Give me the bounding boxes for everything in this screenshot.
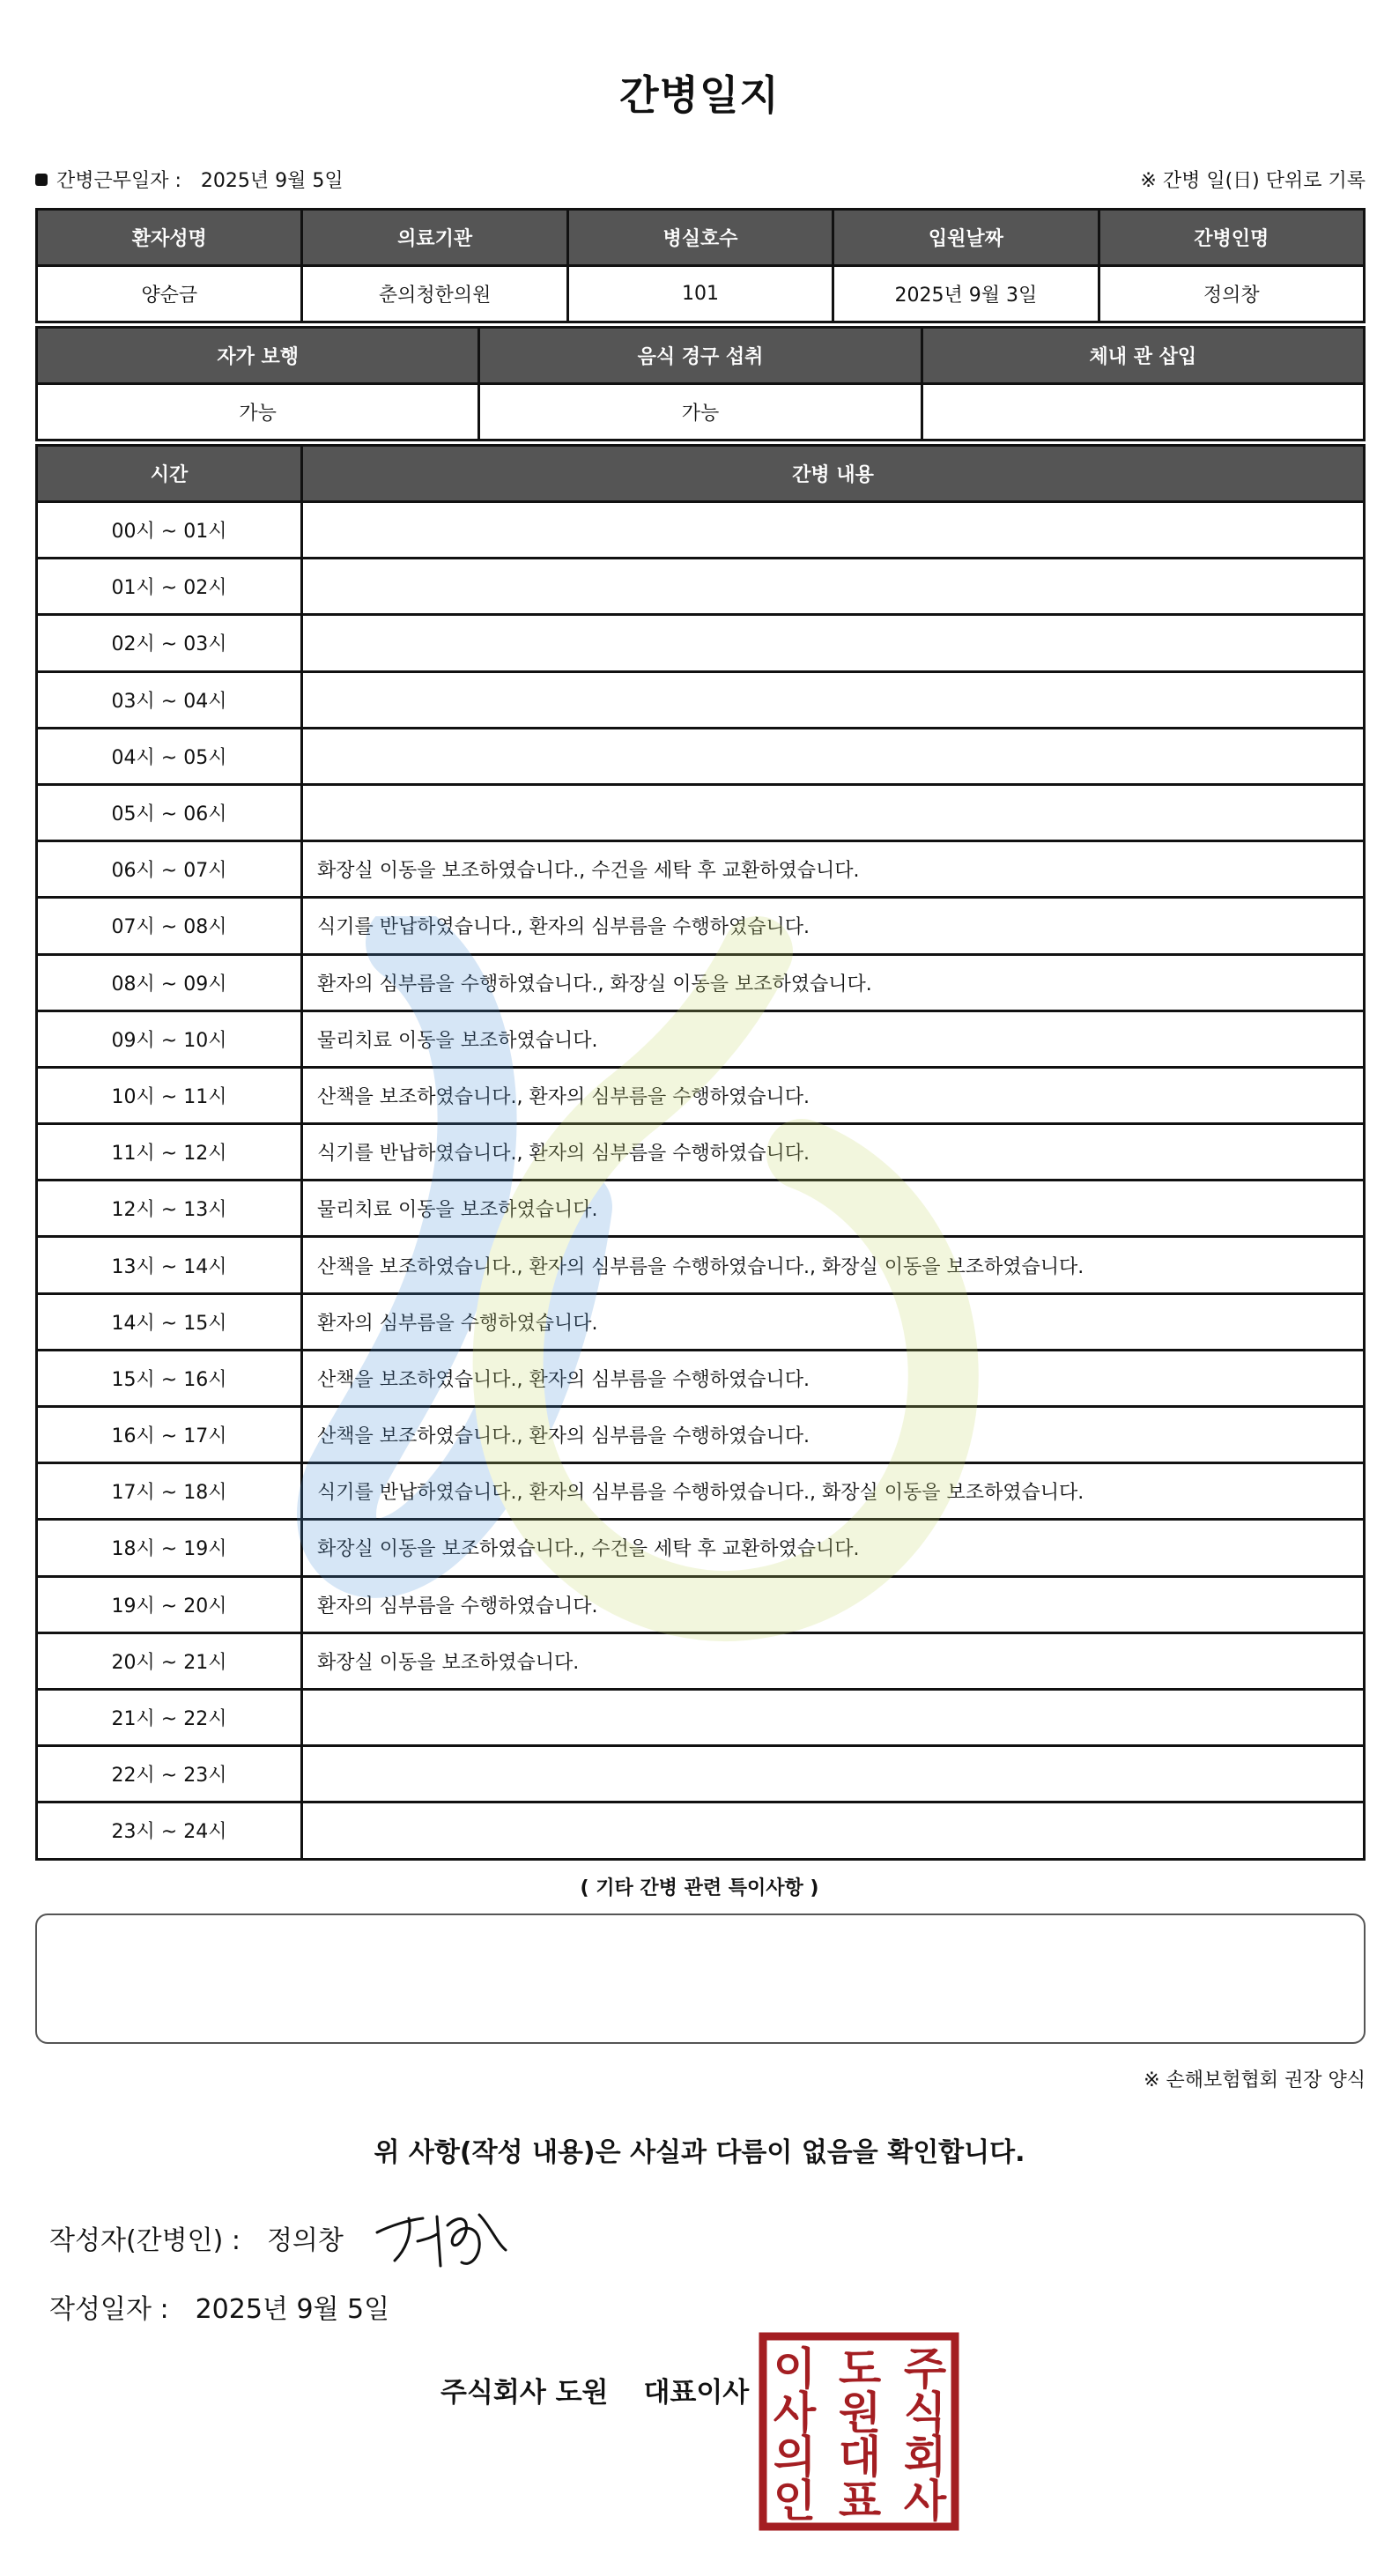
- header-room: 병실호수: [567, 210, 833, 266]
- seal-char: 도: [838, 2343, 882, 2395]
- log-content-cell: 환자의 심부름을 수행하였습니다.: [302, 1576, 1365, 1632]
- care-log-row: [37, 898, 1365, 954]
- seal-char: 주: [903, 2343, 947, 2395]
- care-log-row: [37, 615, 1365, 671]
- company-name: 주식회사 도원: [440, 2377, 609, 2409]
- seal-char: 대: [838, 2432, 882, 2483]
- care-log-row: [37, 1181, 1365, 1237]
- handwritten-signature: [374, 2199, 514, 2273]
- work-date: [35, 166, 344, 193]
- seal-char: 표: [838, 2476, 882, 2527]
- writer-line: [49, 2218, 344, 2257]
- work-date-value: 2025년 9월 5일: [200, 170, 344, 192]
- header-time: 시간: [37, 446, 302, 502]
- care-log-row: [37, 1407, 1365, 1463]
- care-log-row: [37, 841, 1365, 898]
- header-caregiver: 간병인명: [1099, 210, 1364, 266]
- care-log-row: [37, 1067, 1365, 1123]
- seal-char: 인: [773, 2476, 817, 2527]
- log-time-cell: 13시 ~ 14시: [37, 1237, 302, 1293]
- care-log-row: [37, 1237, 1365, 1293]
- company-seal-stamp: [758, 2331, 960, 2532]
- log-time-cell: 20시 ~ 21시: [37, 1632, 302, 1689]
- patient-info-value-row: [37, 266, 1365, 322]
- log-time-cell: 18시 ~ 19시: [37, 1520, 302, 1576]
- care-log-row: [37, 954, 1365, 1010]
- care-log-row: [37, 1520, 1365, 1576]
- log-time-cell: 05시 ~ 06시: [37, 784, 302, 840]
- log-time-cell: 17시 ~ 18시: [37, 1463, 302, 1520]
- log-time-cell: 00시 ~ 01시: [37, 502, 302, 559]
- log-time-cell: 23시 ~ 24시: [37, 1802, 302, 1859]
- seal-char: 이: [773, 2343, 817, 2395]
- header-admission-date: 입원날짜: [833, 210, 1099, 266]
- written-date-line: [49, 2287, 389, 2326]
- log-time-cell: 04시 ~ 05시: [37, 728, 302, 784]
- care-log-row: [37, 1010, 1365, 1067]
- log-time-cell: 15시 ~ 16시: [37, 1350, 302, 1406]
- log-content-cell: [302, 559, 1365, 615]
- log-time-cell: 21시 ~ 22시: [37, 1689, 302, 1745]
- log-time-cell: 16시 ~ 17시: [37, 1407, 302, 1463]
- seal-char: 회: [903, 2432, 947, 2483]
- care-log-row: [37, 1350, 1365, 1406]
- log-content-cell: [302, 1802, 1365, 1859]
- log-content-cell: 환자의 심부름을 수행하였습니다.: [302, 1293, 1365, 1350]
- care-log-row: [37, 559, 1365, 615]
- log-content-cell: [302, 671, 1365, 728]
- hospital-name: 춘의청한의원: [302, 266, 567, 322]
- log-time-cell: 10시 ~ 11시: [37, 1067, 302, 1123]
- log-time-cell: 14시 ~ 15시: [37, 1293, 302, 1350]
- care-log-row: [37, 671, 1365, 728]
- log-content-cell: 산책을 보조하였습니다., 환자의 심부름을 수행하였습니다., 화장실 이동을 보조하였습니다.: [302, 1237, 1365, 1293]
- log-content-cell: [302, 502, 1365, 559]
- log-content-cell: 환자의 심부름을 수행하였습니다., 화장실 이동을 보조하였습니다.: [302, 954, 1365, 1010]
- header-hospital: 의료기관: [302, 210, 567, 266]
- written-date-value: 2025년 9월 5일: [195, 2294, 390, 2325]
- patient-name: 양순금: [37, 266, 302, 322]
- log-content-cell: [302, 784, 1365, 840]
- seal-char: 원: [838, 2387, 882, 2439]
- log-content-cell: 식기를 반납하였습니다., 환자의 심부름을 수행하였습니다.: [302, 898, 1365, 954]
- care-log-row: [37, 784, 1365, 840]
- confirmation-statement: 위 사항(작성 내용)은 사실과 다름이 없음을 확인합니다.: [374, 2137, 1025, 2168]
- log-time-cell: 06시 ~ 07시: [37, 841, 302, 898]
- seal-char: 사: [773, 2387, 817, 2439]
- room-number: 101: [567, 266, 833, 322]
- log-time-cell: 19시 ~ 20시: [37, 1576, 302, 1632]
- log-content-cell: 물리치료 이동을 보조하였습니다.: [302, 1010, 1365, 1067]
- oral-intake-value: 가능: [479, 384, 922, 440]
- log-content-cell: 화장실 이동을 보조하였습니다.: [302, 1632, 1365, 1689]
- log-time-cell: 01시 ~ 02시: [37, 559, 302, 615]
- notes-box[interactable]: [35, 1913, 1366, 2044]
- care-log-row: [37, 502, 1365, 559]
- seal-char: 사: [903, 2476, 947, 2527]
- log-time-cell: 02시 ~ 03시: [37, 615, 302, 671]
- log-time-cell: 11시 ~ 12시: [37, 1124, 302, 1181]
- care-log-row: [37, 1293, 1365, 1350]
- care-log-header-row: [37, 446, 1365, 502]
- form-source-note: ※ 손해보험협회 권장 양식: [1144, 2069, 1366, 2091]
- care-log-row: [37, 1802, 1365, 1859]
- log-content-cell: 식기를 반납하였습니다., 환자의 심부름을 수행하였습니다.: [302, 1124, 1365, 1181]
- header-self-walking: 자가 보행: [37, 328, 479, 384]
- seal-char: 식: [903, 2387, 947, 2439]
- admission-date: 2025년 9월 3일: [833, 266, 1099, 322]
- care-log-row: [37, 1746, 1365, 1802]
- header-oral-intake: 음식 경구 섭취: [479, 328, 922, 384]
- log-content-cell: 식기를 반납하였습니다., 환자의 심부름을 수행하였습니다., 화장실 이동을 보조하였습니다.: [302, 1463, 1365, 1520]
- log-content-cell: [302, 615, 1365, 671]
- patient-info-header-row: [37, 210, 1365, 266]
- unit-note: ※ 간병 일(日) 단위로 기록: [1140, 170, 1366, 192]
- log-content-cell: 화장실 이동을 보조하였습니다., 수건을 세탁 후 교환하였습니다.: [302, 841, 1365, 898]
- writer-label: 작성자(간병인) :: [49, 2225, 241, 2256]
- square-bullet-icon: [35, 174, 48, 186]
- care-log-row: [37, 1576, 1365, 1632]
- log-content-cell: 산책을 보조하였습니다., 환자의 심부름을 수행하였습니다.: [302, 1350, 1365, 1406]
- written-date-label: 작성일자 :: [49, 2294, 169, 2325]
- seal-char: 의: [773, 2432, 817, 2483]
- log-content-cell: [302, 728, 1365, 784]
- work-date-label: 간병근무일자 :: [56, 170, 181, 192]
- log-time-cell: 07시 ~ 08시: [37, 898, 302, 954]
- patient-status-table: [35, 326, 1366, 441]
- care-log-table: [35, 444, 1366, 1861]
- care-log-row: [37, 728, 1365, 784]
- page-title: 간병일지: [619, 71, 780, 119]
- self-walking-value: 가능: [37, 384, 479, 440]
- caregiver-name: 정의창: [1099, 266, 1364, 322]
- care-log-row: [37, 1689, 1365, 1745]
- patient-info-table: [35, 208, 1366, 323]
- log-content-cell: 물리치료 이동을 보조하였습니다.: [302, 1181, 1365, 1237]
- meta-row: [35, 166, 1366, 192]
- log-content-cell: 산책을 보조하였습니다., 환자의 심부름을 수행하였습니다.: [302, 1407, 1365, 1463]
- log-time-cell: 09시 ~ 10시: [37, 1010, 302, 1067]
- company-line: [440, 2370, 749, 2409]
- patient-status-value-row: [37, 384, 1365, 440]
- tube-insertion-value: [922, 384, 1364, 440]
- header-patient-name: 환자성명: [37, 210, 302, 266]
- ceo-label: 대표이사: [643, 2377, 750, 2409]
- notes-label: ( 기타 간병 관련 특이사항 ): [580, 1877, 819, 1899]
- care-log-row: [37, 1463, 1365, 1520]
- writer-name: 정의창: [266, 2225, 344, 2256]
- log-content-cell: [302, 1746, 1365, 1802]
- care-log-row: [37, 1124, 1365, 1181]
- header-tube-insertion: 체내 관 삽입: [922, 328, 1364, 384]
- log-content-cell: 산책을 보조하였습니다., 환자의 심부름을 수행하였습니다.: [302, 1067, 1365, 1123]
- log-time-cell: 03시 ~ 04시: [37, 671, 302, 728]
- header-care-content: 간병 내용: [302, 446, 1365, 502]
- care-log-row: [37, 1632, 1365, 1689]
- log-time-cell: 22시 ~ 23시: [37, 1746, 302, 1802]
- log-content-cell: [302, 1689, 1365, 1745]
- log-time-cell: 12시 ~ 13시: [37, 1181, 302, 1237]
- log-time-cell: 08시 ~ 09시: [37, 954, 302, 1010]
- patient-status-header-row: [37, 328, 1365, 384]
- log-content-cell: 화장실 이동을 보조하였습니다., 수건을 세탁 후 교환하였습니다.: [302, 1520, 1365, 1576]
